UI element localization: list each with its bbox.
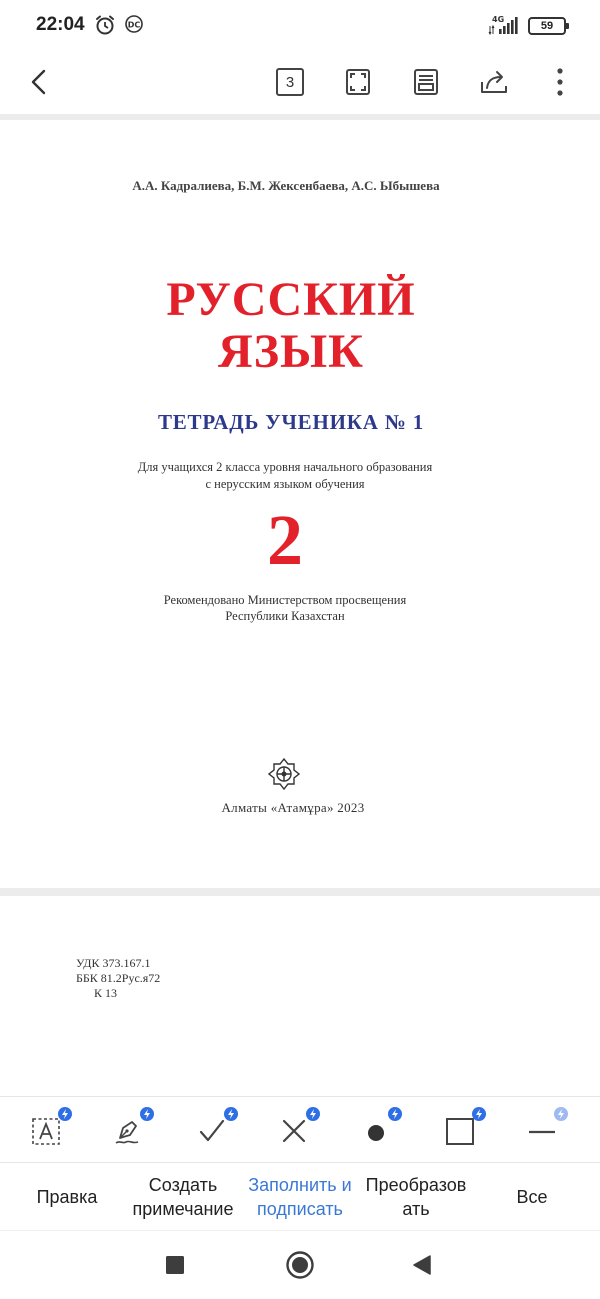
- pen-sign-icon: [112, 1116, 144, 1146]
- page-count: 3: [276, 68, 304, 96]
- home-circle-icon: [285, 1250, 315, 1280]
- share-button[interactable]: [474, 62, 514, 102]
- recommendation-line-1: Рекомендовано Министерством просвещения: [163, 593, 407, 607]
- network-type: 4G: [492, 15, 505, 24]
- fullscreen-icon: [345, 68, 371, 96]
- page-count-button[interactable]: [270, 62, 310, 102]
- book-title-line-1: РУССКИЙ: [166, 273, 416, 326]
- authors: А.А. Кадралиева, Б.М. Жексенбаева, А.С. Ыбышева: [132, 178, 440, 193]
- checkmark-tool-button[interactable]: [192, 1111, 232, 1151]
- tab-convert[interactable]: [358, 1163, 474, 1231]
- cross-tool-button[interactable]: [274, 1111, 314, 1151]
- tab-create-note[interactable]: [124, 1163, 242, 1231]
- alarm-icon: [94, 14, 116, 41]
- tab-edit[interactable]: [14, 1163, 120, 1231]
- recent-apps-button[interactable]: [157, 1247, 193, 1283]
- udk-code: УДК 373.167.1: [76, 956, 151, 970]
- cross-icon: [280, 1117, 308, 1145]
- reading-mode-button[interactable]: [406, 62, 446, 102]
- tab-label: Преобразов ать: [365, 1175, 467, 1219]
- square-icon: [165, 1255, 185, 1275]
- rectangle-icon: [445, 1116, 475, 1146]
- more-menu-button[interactable]: [540, 62, 580, 102]
- premium-badge-icon: [388, 1107, 402, 1121]
- line-icon: [527, 1116, 557, 1146]
- annotation-toolbar: [0, 1096, 600, 1162]
- tab-fill-and-sign[interactable]: [240, 1163, 360, 1231]
- document-view-icon: [413, 68, 439, 96]
- system-back-button[interactable]: [404, 1247, 440, 1283]
- premium-badge-icon: [554, 1107, 568, 1121]
- text-box-icon: [31, 1116, 61, 1146]
- document-page-2[interactable]: [0, 896, 600, 1096]
- tab-label: Правка: [36, 1187, 98, 1207]
- checkmark-icon: [197, 1116, 227, 1146]
- battery-level: 59: [540, 20, 554, 32]
- grade-number: 2: [267, 500, 303, 580]
- book-title-line-2: ЯЗЫК: [218, 325, 364, 378]
- battery-indicator: [528, 17, 566, 35]
- home-button[interactable]: [282, 1247, 318, 1283]
- premium-badge-icon: [472, 1107, 486, 1121]
- dc-icon: [124, 14, 144, 39]
- premium-badge-icon: [306, 1107, 320, 1121]
- mode-tabs: [0, 1162, 600, 1230]
- sign-tool-button[interactable]: [108, 1111, 148, 1151]
- publisher-line: Алматы «Атамұра» 2023: [221, 800, 365, 815]
- book-subtitle: ТЕТРАДЬ УЧЕНИКА № 1: [157, 410, 425, 434]
- k-code: К 13: [94, 986, 118, 1000]
- premium-badge-icon: [224, 1107, 238, 1121]
- dot-icon: [364, 1119, 388, 1143]
- system-navigation-bar: [0, 1230, 600, 1299]
- premium-badge-icon: [140, 1107, 154, 1121]
- status-bar: [0, 0, 600, 50]
- back-button[interactable]: [20, 62, 60, 102]
- tab-all[interactable]: [490, 1163, 574, 1231]
- tab-label: Создать примечание: [132, 1175, 234, 1219]
- svg-text:DC: DC: [127, 20, 141, 30]
- line-tool-button[interactable]: [522, 1111, 562, 1151]
- back-arrow-icon: [28, 68, 52, 96]
- tab-label: Заполнить и подписать: [248, 1175, 352, 1219]
- recommendation-line-2: Республики Казахстан: [225, 609, 345, 623]
- description-line-2: с нерусским языком обучения: [205, 477, 365, 491]
- fullscreen-button[interactable]: [338, 62, 378, 102]
- premium-badge-icon: [58, 1107, 72, 1121]
- text-tool-button[interactable]: [26, 1111, 66, 1151]
- tab-label: Все: [516, 1187, 548, 1207]
- rectangle-tool-button[interactable]: [440, 1111, 480, 1151]
- dot-tool-button[interactable]: [356, 1111, 396, 1151]
- bbk-code: ББК 81.2Рус.я72: [76, 971, 161, 985]
- description-line-1: Для учащихся 2 класса уровня начального образования: [137, 460, 433, 474]
- more-vert-icon: [556, 67, 564, 97]
- share-icon: [479, 68, 509, 96]
- document-page-1[interactable]: [0, 120, 600, 890]
- app-toolbar: [0, 50, 600, 114]
- status-time: 22:04: [36, 14, 85, 35]
- signal-icon: [486, 15, 522, 35]
- page-separator: [0, 888, 600, 896]
- publisher-emblem-icon: [268, 758, 300, 790]
- triangle-back-icon: [411, 1254, 433, 1276]
